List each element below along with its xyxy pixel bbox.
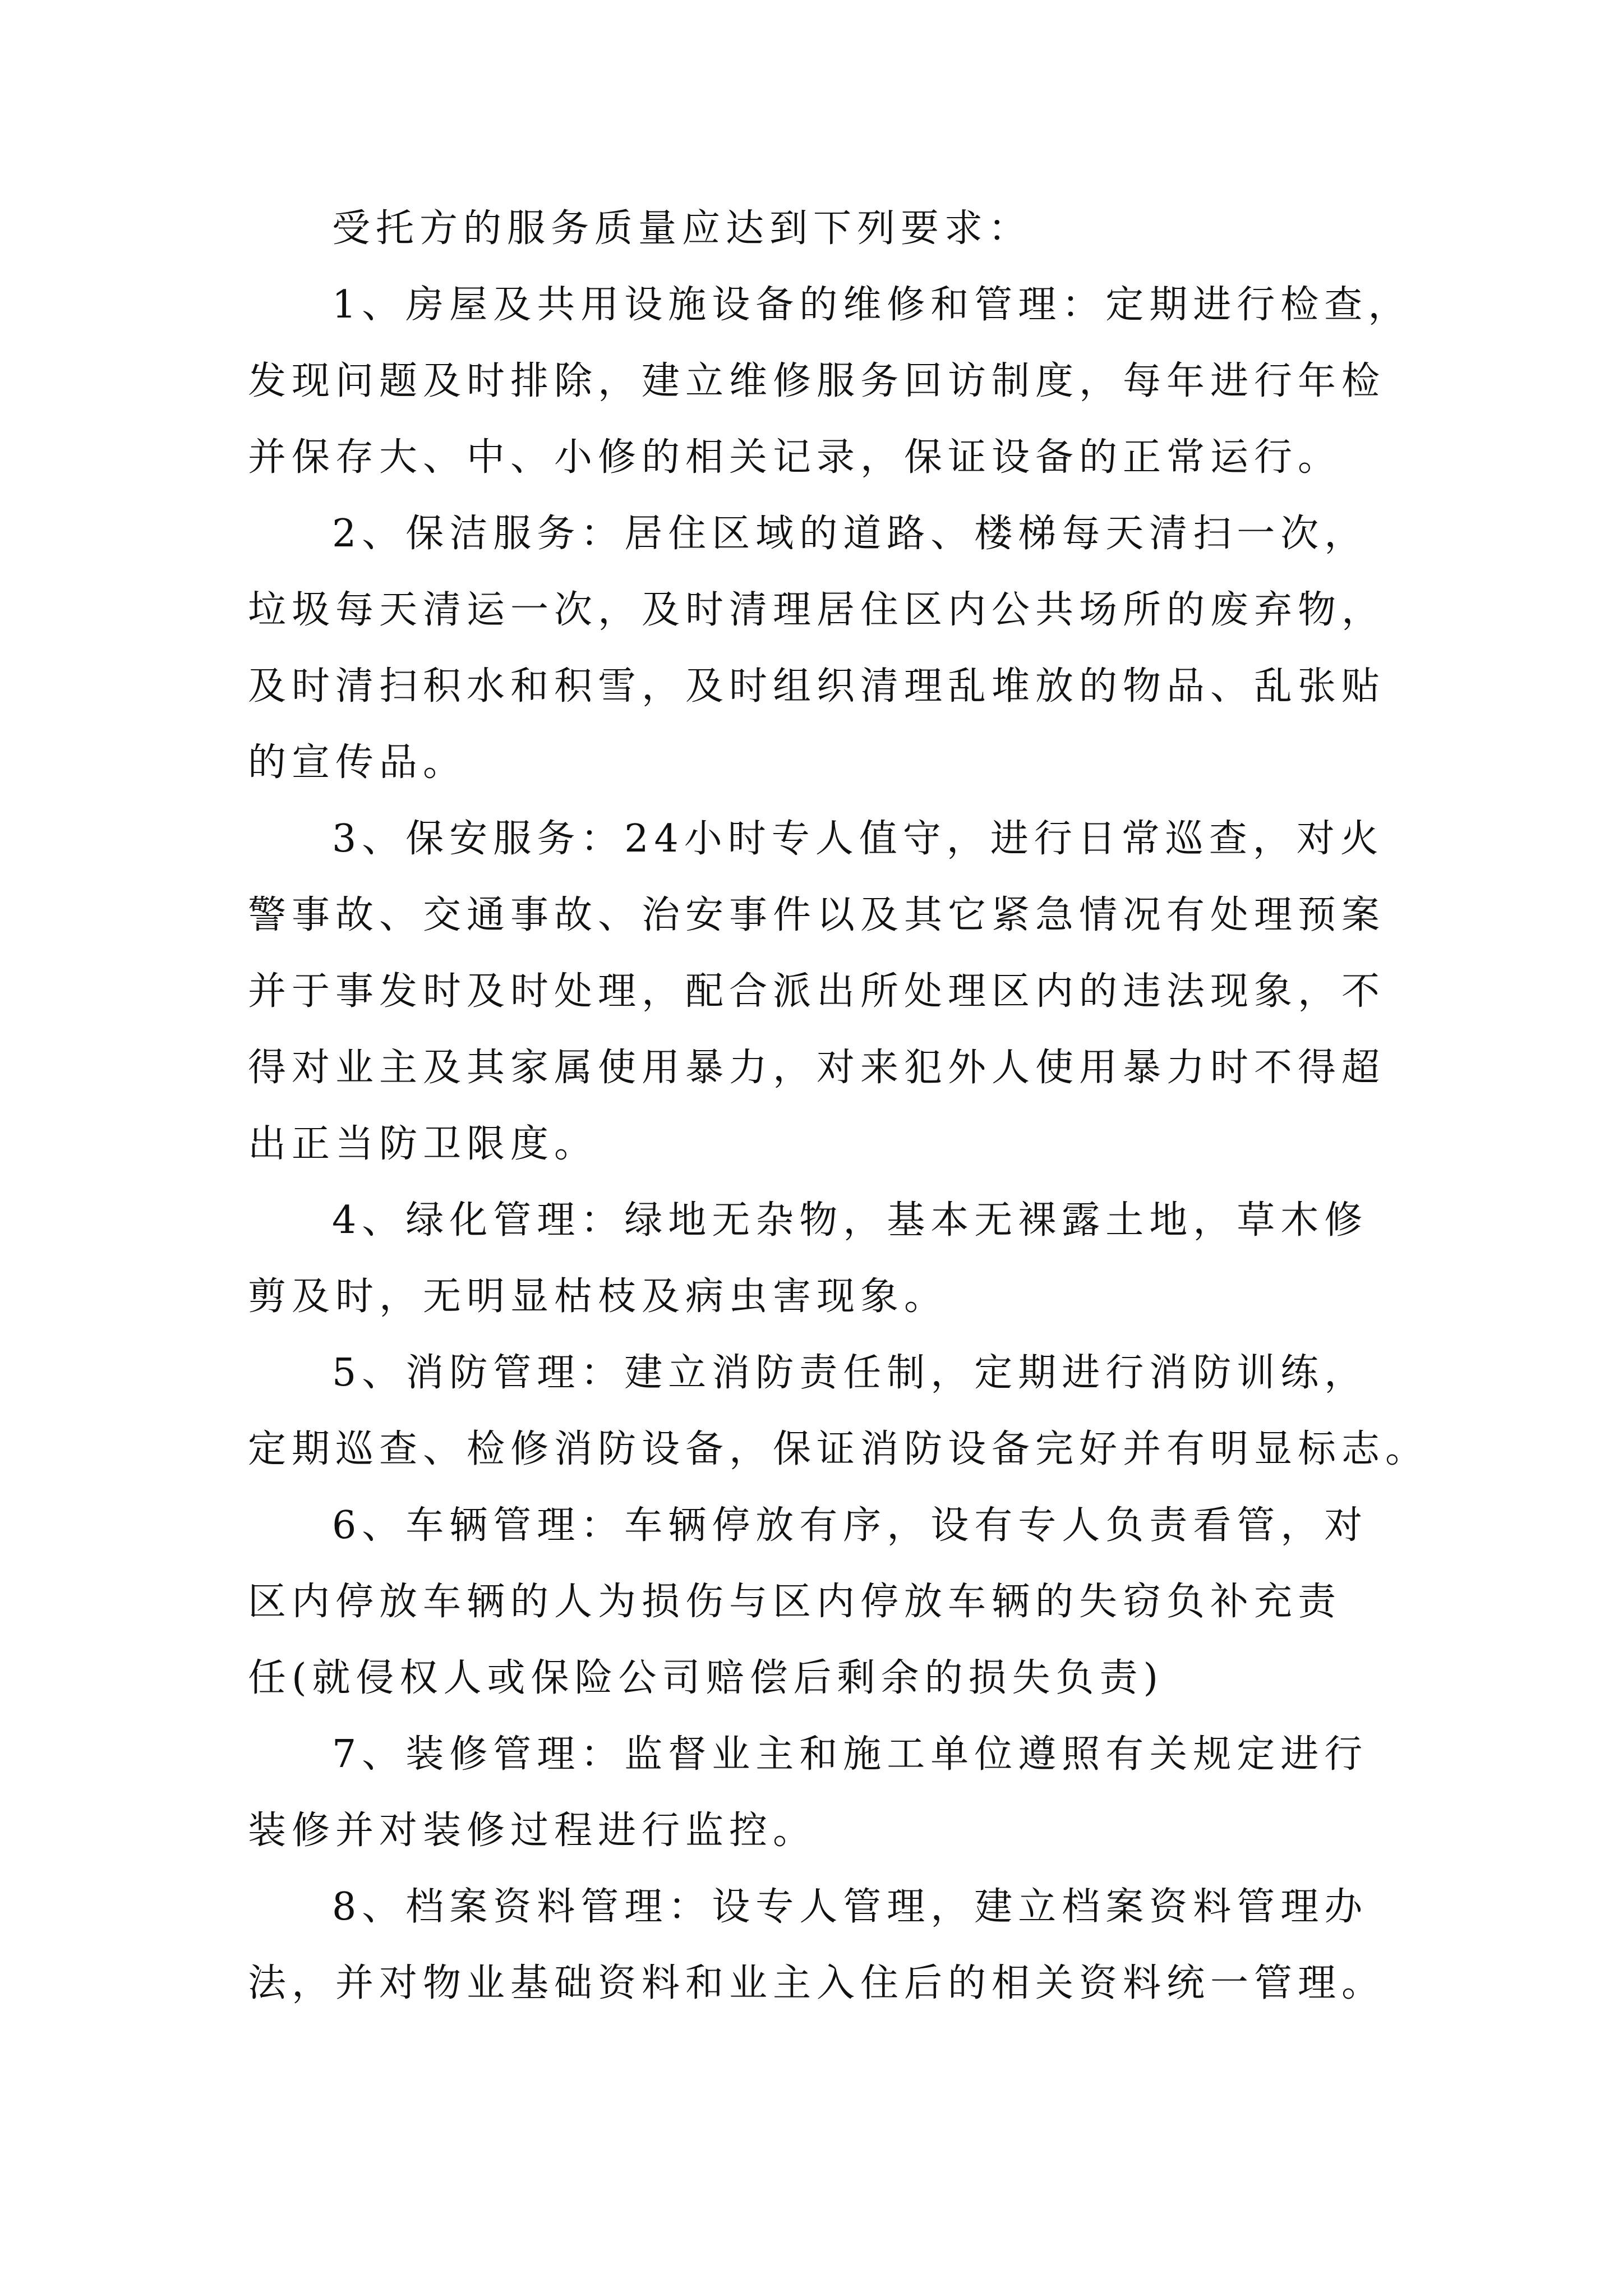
text-line: 区内停放车辆的人为损伤与区内停放车辆的失窃负补充责 <box>248 1580 1342 1624</box>
text-line: 并于事发时及时处理，配合派出所处理区内的违法现象，不 <box>248 969 1386 1014</box>
text-line: 受托方的服务质量应达到下列要求： <box>332 206 1032 251</box>
text-line: 警事故、交通事故、治安事件以及其它紧急情况有处理预案 <box>248 893 1386 937</box>
text-line: 6、车辆管理：车辆停放有序，设有专人负责看管，对 <box>332 1503 1368 1548</box>
paragraph-item-2 <box>248 496 1392 801</box>
paragraph-item-1 <box>248 267 1412 496</box>
text-line: 5、消防管理：建立消防责任制，定期进行消防训练， <box>332 1351 1368 1395</box>
text-line: 发现问题及时排除，建立维修服务回访制度，每年进行年检 <box>248 359 1386 403</box>
text-line: 4、绿化管理：绿地无杂物，基本无裸露土地，草木修 <box>332 1198 1368 1243</box>
text-line: 任(就侵权人或保险公司赔偿后剩余的损失负责) <box>248 1656 1164 1700</box>
paragraph-intro <box>248 191 1392 267</box>
text-line: 及时清扫积水和积雪，及时组织清理乱堆放的物品、乱张贴 <box>248 664 1386 708</box>
paragraph-item-7 <box>248 1717 1392 1869</box>
paragraph-item-3 <box>248 801 1392 1182</box>
text-line: 出正当防卫限度。 <box>248 1122 598 1166</box>
paragraph-item-4 <box>248 1182 1392 1335</box>
text-line: 垃圾每天清运一次，及时清理居住区内公共场所的废弃物， <box>248 588 1386 632</box>
text-line: 7、装修管理：监督业主和施工单位遵照有关规定进行 <box>332 1732 1368 1777</box>
text-line: 定期巡查、检修消防设备，保证消防设备完好并有明显标志。 <box>248 1427 1430 1471</box>
text-line: 2、保洁服务：居住区域的道路、楼梯每天清扫一次， <box>332 512 1368 556</box>
text-line: 3、保安服务：24小时专人值守，进行日常巡查，对火 <box>332 817 1384 861</box>
text-line: 装修并对装修过程进行监控。 <box>248 1809 817 1853</box>
text-line: 并保存大、中、小修的相关记录，保证设备的正常运行。 <box>248 435 1342 480</box>
document-body <box>248 191 1430 2022</box>
text-line: 法，并对物业基础资料和业主入住后的相关资料统一管理。 <box>248 1961 1386 2005</box>
paragraph-item-8 <box>248 1869 1392 2022</box>
text-line: 得对业主及其家属使用暴力，对来犯外人使用暴力时不得超 <box>248 1046 1386 1090</box>
text-line: 1、房屋及共用设施设备的维修和管理：定期进行检查， <box>332 283 1412 327</box>
paragraph-item-5 <box>248 1335 1430 1488</box>
text-line: 剪及时，无明显枯枝及病虫害现象。 <box>248 1274 948 1319</box>
text-line: 8、档案资料管理：设专人管理，建立档案资料管理办 <box>332 1885 1368 1929</box>
text-line: 的宣传品。 <box>248 740 467 785</box>
paragraph-item-6 <box>248 1488 1392 1717</box>
